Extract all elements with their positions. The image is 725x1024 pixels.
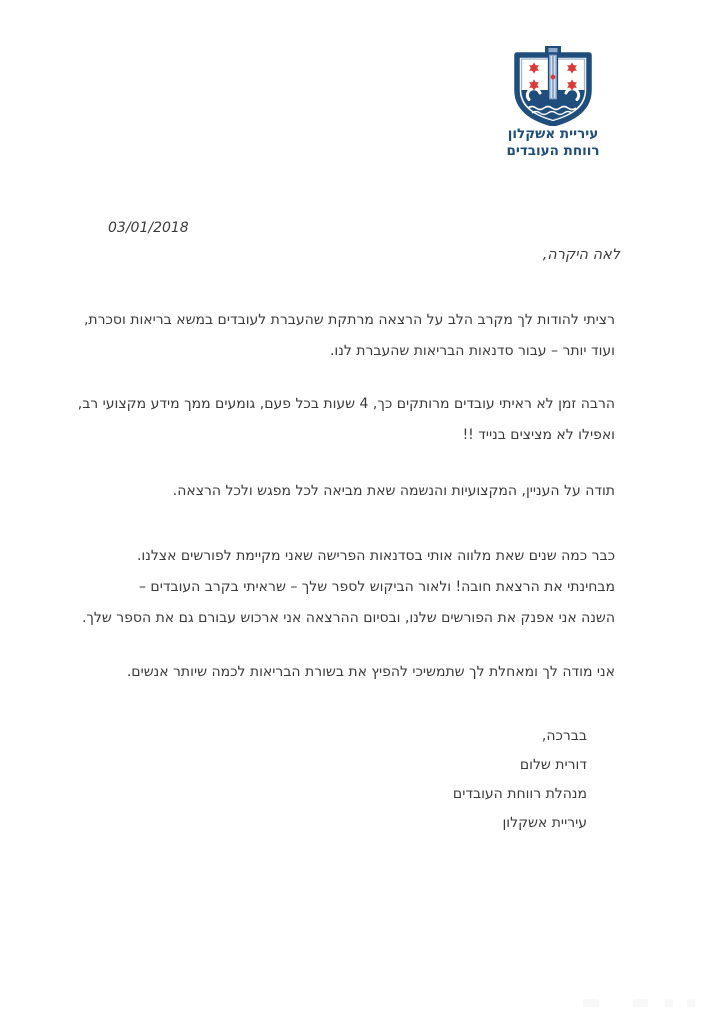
- signer-organization: עיריית אשקלון: [502, 815, 587, 831]
- paragraph-retirement-workshops: [82, 541, 615, 634]
- paragraph-line: כבר כמה שנים שאת מלווה אותי בסדנאות הפרישה שאני מקיימת לפורשים אצלנו.: [136, 548, 615, 564]
- signer-name: דורית שלום: [519, 757, 587, 773]
- paragraph-wishes: [127, 657, 615, 688]
- paragraph-thanks-lecture: [84, 305, 615, 367]
- signature-block: [453, 722, 587, 838]
- letter-greeting: לאה היקרה,: [542, 247, 620, 263]
- paragraph-line: תודה על העניין, המקצועיות והנשמה שאת מביאה לכל מפגש ולכל הרצאה.: [172, 483, 615, 499]
- logo-department: רווחת העובדים: [506, 142, 600, 159]
- paragraph-line: ואפילו לא מציצים בנייד !!: [462, 427, 615, 443]
- paragraph-line: רציתי להודות לך מקרב הלב על הרצאה מרתקת שהעברת לעובדים במשא בריאות וסכרת,: [83, 312, 615, 328]
- paragraph-engaged-employees: [78, 389, 615, 451]
- paragraph-line: השנה אני אפנק את הפורשים שלנו, ובסיום ההרצאה אני ארכוש עבורם גם את הספר שלך.: [81, 610, 615, 626]
- paragraph-line: הרבה זמן לא ראיתי עובדים מרותקים כך, 4 שעות בכל פעם, גומעים ממך מידע מקצועי רב,: [77, 396, 615, 412]
- signer-title: מנהלת רווחת העובדים: [452, 786, 587, 802]
- scan-artifact: [687, 999, 695, 1007]
- scan-artifact: [665, 999, 673, 1007]
- scan-artifact: [633, 999, 648, 1007]
- ashkelon-city-crest-icon: [513, 46, 593, 126]
- letter-date: 03/01/2018: [108, 220, 189, 236]
- paragraph-line: אני מודה לך ומאחלת לך שתמשיכי להפיץ את בשורת הבריאות לכמה שיותר אנשים.: [126, 664, 615, 680]
- logo-org-name: עיריית אשקלון: [507, 126, 599, 142]
- scan-artifact: [583, 999, 599, 1007]
- closing-salutation: בברכה,: [541, 728, 587, 744]
- logo-text: [492, 126, 614, 159]
- paragraph-line: מבחינתי את הרצאת חובה! ולאור הביקוש לספר שלך – שראיתי בקרב העובדים –: [138, 579, 615, 595]
- paragraph-thanks-professionalism: [173, 476, 615, 507]
- paragraph-line: ועוד יותר – עבור סדנאות הבריאות שהעברת לנו.: [329, 343, 615, 359]
